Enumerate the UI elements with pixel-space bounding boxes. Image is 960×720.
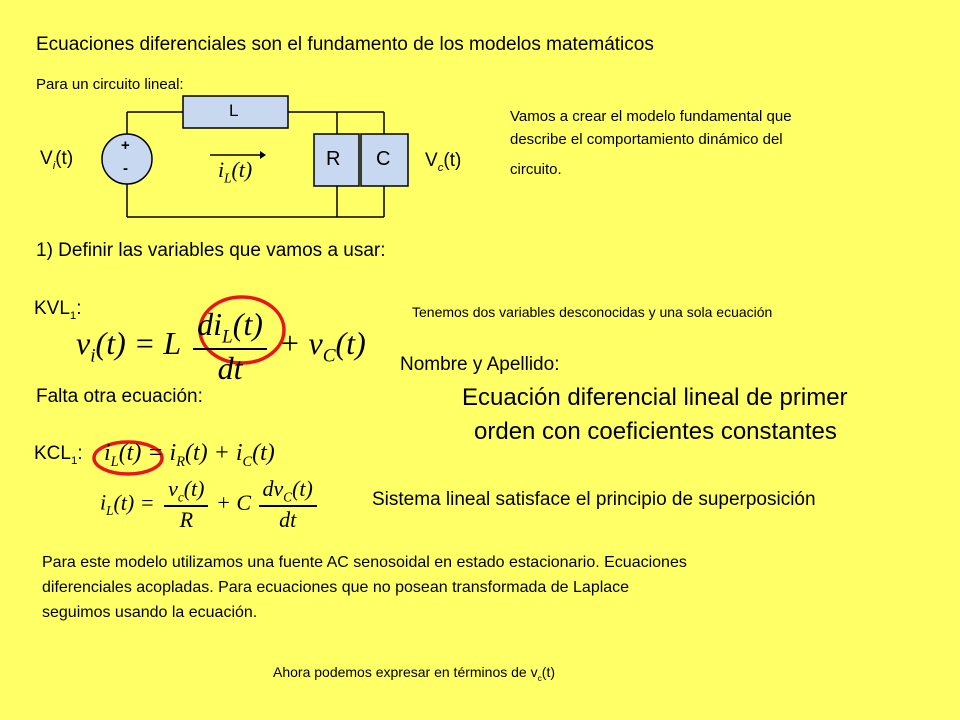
kvl-label: $KVL_1$: <box>34 298 82 322</box>
paragraph-line-1: Para este modelo utilizamos una fuente AC senosoidal en estado estacionario. Ecuaciones <box>42 554 687 571</box>
name-label: Nombre y Apellido: <box>400 354 560 375</box>
ode-description-line-1: Ecuación diferencial lineal de primer <box>462 384 848 411</box>
two-variables-note: Tenemos dos variables desconocidas y una sola ecuación <box>412 304 773 320</box>
missing-equation-label: Falta otra ecuación: <box>36 386 203 407</box>
kcl-equation-2: $i_L(t)$ = $\frac{v_c(t)}{R}$ + C $\frac{dv_C(t)}{dt}$ <box>100 476 317 533</box>
superposition-note: Sistema lineal satisface el principio de superposición <box>372 489 816 510</box>
current-label: $i_L(t)$ <box>218 157 253 186</box>
description-line-2: describe el comportamiento dinámico del <box>510 131 783 148</box>
vc-label: $V_c(t)$ <box>425 150 462 174</box>
current-arrow-icon <box>208 150 268 160</box>
subtitle: Para un circuito lineal: <box>36 76 184 93</box>
capacitor-label: C <box>376 148 391 170</box>
paragraph-line-2: diferenciales acopladas. Para ecuaciones que no posean transformada de Laplace <box>42 579 630 596</box>
kcl-equation-1: $i_L(t) = i_R(t) + i_C(t)$ <box>104 440 275 470</box>
vi-label: $V_i(t)$ <box>40 148 74 172</box>
description-line-3: circuito. <box>510 161 562 178</box>
ode-description-line-2: orden con coeficientes constantes <box>474 418 837 445</box>
footer-note: Ahora podemos expresar en términos de $v_c(t)$ <box>273 664 555 683</box>
resistor-label: R <box>326 148 341 170</box>
source-plus: + <box>121 137 130 154</box>
paragraph-line-3: seguimos usando la ecuación. <box>42 604 258 621</box>
step-1-heading: 1) Definir las variables que vamos a usar: <box>36 240 386 261</box>
kvl-equation: $v_i(t) = L$ $\frac{di_L(t)}{dt}$ + $v_C(t)$ <box>76 306 366 387</box>
slide-title: Ecuaciones diferenciales son el fundamento de los modelos matemáticos <box>36 34 654 55</box>
kcl-label: $KCL_1$: <box>34 443 83 467</box>
inductor-label: L <box>229 101 239 120</box>
description-line-1: Vamos a crear el modelo fundamental que <box>510 108 792 125</box>
source-minus: - <box>123 160 128 177</box>
